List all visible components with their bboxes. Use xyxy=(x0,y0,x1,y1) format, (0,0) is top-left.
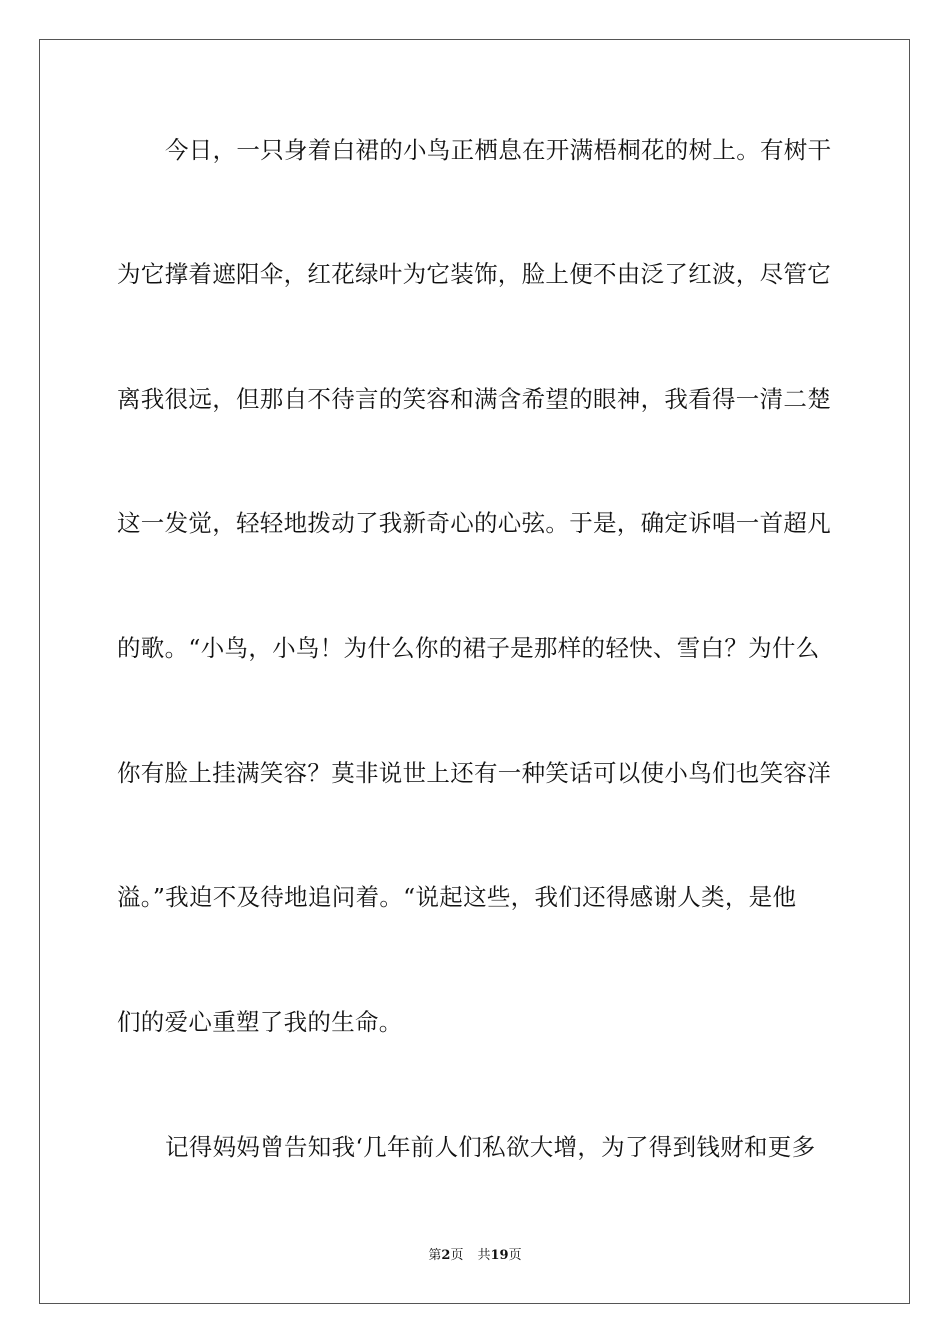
page-border xyxy=(39,39,910,1304)
paragraph-line: 记得妈妈曾告知我‘几年前人们私欲大增，为了得到钱财和更多 xyxy=(165,1133,816,1161)
total-pages-prefix: 共 xyxy=(477,1248,491,1263)
paragraph-line: 离我很远，但那自不待言的笑容和满含希望的眼神，我看得一清二楚 xyxy=(117,385,831,413)
paragraph-line: 的歌。“小鸟，小鸟！为什么你的裙子是那样的轻快、雪白？为什么 xyxy=(117,634,820,662)
page-number-prefix: 第 xyxy=(428,1248,442,1263)
paragraph-line: 这一发觉，轻轻地拨动了我新奇心的心弦。于是，确定诉唱一首超凡 xyxy=(117,509,831,537)
paragraph-line: 们的爱心重塑了我的生命。 xyxy=(117,1008,403,1036)
paragraph-line: 你有脸上挂满笑容？莫非说世上还有一种笑话可以使小鸟们也笑容洋 xyxy=(117,759,831,787)
paragraph-line: 为它撑着遮阳伞，红花绿叶为它装饰，脸上便不由泛了红波，尽管它 xyxy=(117,260,831,288)
total-pages-number: 19 xyxy=(490,1248,509,1263)
paragraph-line: 今日，一只身着白裙的小鸟正栖息在开满梧桐花的树上。有树干 xyxy=(165,136,832,164)
current-page-number: 2 xyxy=(441,1248,451,1263)
page-footer xyxy=(0,1244,950,1263)
total-pages-suffix: 页 xyxy=(508,1248,522,1263)
page-number-suffix: 页 xyxy=(450,1248,464,1263)
paragraph-line: 溢。”我迫不及待地追问着。“说起这些，我们还得感谢人类，是他 xyxy=(117,883,797,911)
